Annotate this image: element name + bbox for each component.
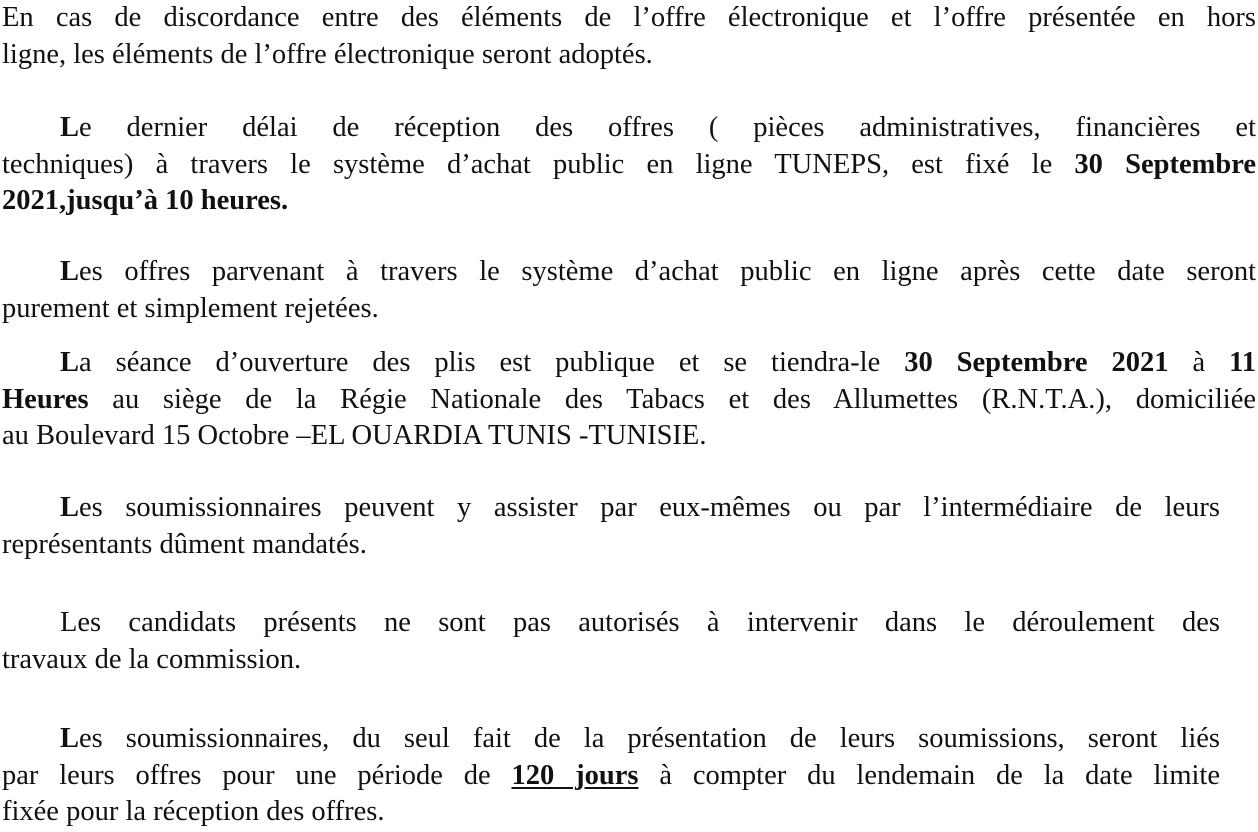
text-line [2, 345, 1256, 382]
text-run: par leurs offres pour une période de [2, 759, 512, 791]
text-run: es offres parvenant à travers le système d’achat public en ligne après cette date seront [79, 256, 1256, 287]
text-line: travaux de la commission. [2, 643, 302, 675]
paragraph-deadline [2, 110, 1256, 220]
text-line [2, 183, 1256, 220]
text-line: purement et simplement rejetées. [2, 292, 379, 324]
text-run: à [1168, 347, 1230, 378]
text-line [2, 147, 1256, 184]
text-line: En cas de discordance entre des éléments de l’offre électronique et l’offre présentée en hors [2, 2, 1256, 33]
paragraph-attendance [2, 490, 1256, 563]
opening-hour-unit: Heures [2, 383, 89, 415]
deadline-time: 2021,jusqu’à 10 heures. [2, 185, 289, 216]
validity-duration: 120 jours [511, 759, 639, 791]
text-line [2, 758, 1220, 795]
paragraph-discordance [2, 0, 1256, 73]
drop-initial: L [60, 112, 80, 143]
paragraph-late-offers [2, 254, 1256, 327]
text-line [2, 110, 1256, 147]
text-line: au Boulevard 15 Octobre –EL OUARDIA TUNIS -TUNISIE. [2, 420, 707, 451]
drop-initial: L [60, 256, 80, 287]
text-run: techniques) à travers le système d’achat public en ligne TUNEPS, est fixé le [2, 148, 1075, 180]
text-line: représentants dûment mandatés. [2, 528, 367, 560]
text-line: fixée pour la réception des offres. [2, 796, 385, 827]
text-line: ligne, les éléments de l’offre électronique seront adoptés. [2, 38, 653, 70]
drop-initial: L [60, 347, 80, 378]
text-line [2, 254, 1256, 291]
paragraph-candidates [2, 605, 1256, 678]
text-run: es soumissionnaires peuvent y assister par eux-mêmes ou par l’intermédiaire de leurs [79, 492, 1220, 523]
text-line [2, 490, 1220, 527]
drop-initial: L [60, 492, 80, 523]
text-run: es soumissionnaires, du seul fait de la présentation de leurs soumissions, seront liés [79, 723, 1220, 754]
text-line [2, 382, 1256, 419]
paragraph-validity-period [2, 721, 1256, 831]
text-run: au siège de la Régie Nationale des Tabacs et des Allumettes (R.N.T.A.), domiciliée [88, 383, 1256, 415]
paragraph-opening-session [2, 345, 1256, 455]
opening-date: 30 Septembre 2021 [904, 347, 1169, 378]
opening-hour: 11 [1229, 347, 1257, 378]
text-line [2, 721, 1220, 758]
deadline-date: 30 Septembre [1074, 148, 1256, 180]
text-run: a séance d’ouverture des plis est publique et se tiendra-le [79, 347, 905, 378]
drop-initial: L [60, 723, 80, 754]
text-run: à compter du lendemain de la date limite [638, 759, 1220, 791]
text-line: Les candidats présents ne sont pas autorisés à intervenir dans le déroulement des [60, 607, 1220, 638]
text-run: e dernier délai de réception des offres ( pièces administratives, financières et [79, 112, 1256, 143]
